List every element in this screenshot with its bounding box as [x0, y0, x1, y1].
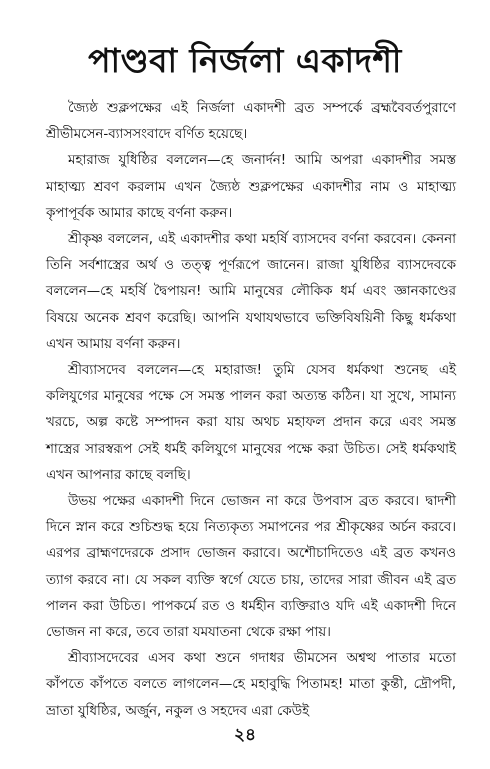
- paragraph-5: উভয় পক্ষের একাদশী দিনে ভোজন না করে উপবাস ব্রত করবে। দ্বাদশী দিনে স্নান করে শুচিশুদ্ধ হয়ে নিত্যকৃত্য সমাপনের পর শ্রীকৃষ্ণের অর্চন করবে। এরপর ব্রাহ্মণদেরকে প্রসাদ ভোজন করাবে। অশৌচাদিতেও এই ব্রত কখনও ত্যাগ করবে না। যে সকল ব্যক্তি স্বর্গে যেতে চায়, তাদের সারা জীবন এই ব্রত পালন করা উচিত। পাপকর্মে রত ও ধর্মহীন ব্যক্তিরাও যদি এই একাদশী দিনে ভোজন না করে, তবে তারা যমযাতনা থেকে রক্ষা পায়।: [46, 494, 456, 641]
- page-title: পাণ্ডবা নির্জলা একাদশী: [88, 41, 402, 80]
- paragraph-4: শ্রীব্যাসদেব বললেন—হে মহারাজ! তুমি যেসব ধর্মকথা শুনেছ এই কলিযুগের মানুষের পক্ষে সে সমস্ত পালন করা অত্যন্ত কঠিন। যা সুখে, সামান্য খরচে, অল্প কষ্টে সম্পাদন করা যায় অথচ মহাফল প্রদান করে এবং সমস্ত শাস্ত্রের সারস্বরূপ সেই ধর্মই কলিযুগে মানুষের পক্ষে করা উচিত। সেই ধর্মকথাই এখন আপনার কাছে বলছি।: [46, 363, 456, 483]
- paragraph-1: জ্যৈষ্ঠ শুক্লপক্ষের এই নির্জলা একাদশী ব্রত সম্পর্কে ব্রহ্মবৈবর্তপুরাণে শ্রীভীমসেন-ব্যাসসংবাদে বর্ণিত হয়েছে।: [46, 101, 456, 143]
- paragraph-2: মহারাজ যুধিষ্ঠির বললেন—হে জনার্দন! আমি অপরা একাদশীর সমস্ত মাহাত্ম্য শ্রবণ করলাম এখন জ্যৈষ্ঠ শুক্লপক্ষের একাদশীর নাম ও মাহাত্ম্য কৃপাপূর্বক আমার কাছে বর্ণনা করুন।: [46, 153, 456, 221]
- paragraph-6: শ্রীব্যাসদেবের এসব কথা শুনে গদাধর ভীমসেন অশ্বত্থ পাতার মতো কাঁপতে কাঁপতে বলতে লাগলেন—হে মহাবুদ্ধি পিতামহ! মাতা কুন্তী, দ্রৌপদী, ভ্রাতা যুধিষ্ঠির, অর্জুন, নকুল ও সহদেব এরা কেউই: [46, 651, 456, 719]
- page-number: ২৪: [233, 725, 257, 745]
- paragraph-3: শ্রীকৃষ্ণ বললেন, এই একাদশীর কথা মহর্ষি ব্যাসদেব বর্ণনা করবেন। কেননা তিনি সর্বশাস্ত্রের অর্থ ও তত্ত্ব পূর্ণরূপে জানেন। রাজা যুধিষ্ঠির ব্যাসদেবকে বললেন—হে মহর্ষি দ্বৈপায়ন! আমি মানুষের লৌকিক ধর্ম এবং জ্ঞানকাণ্ডের বিষয়ে অনেক শ্রবণ করেছি। আপনি যথাযথভাবে ভক্তিবিষয়িনী কিছু ধর্মকথা এখন আমায় বর্ণনা করুন।: [46, 232, 456, 352]
- body-text: [46, 96, 456, 725]
